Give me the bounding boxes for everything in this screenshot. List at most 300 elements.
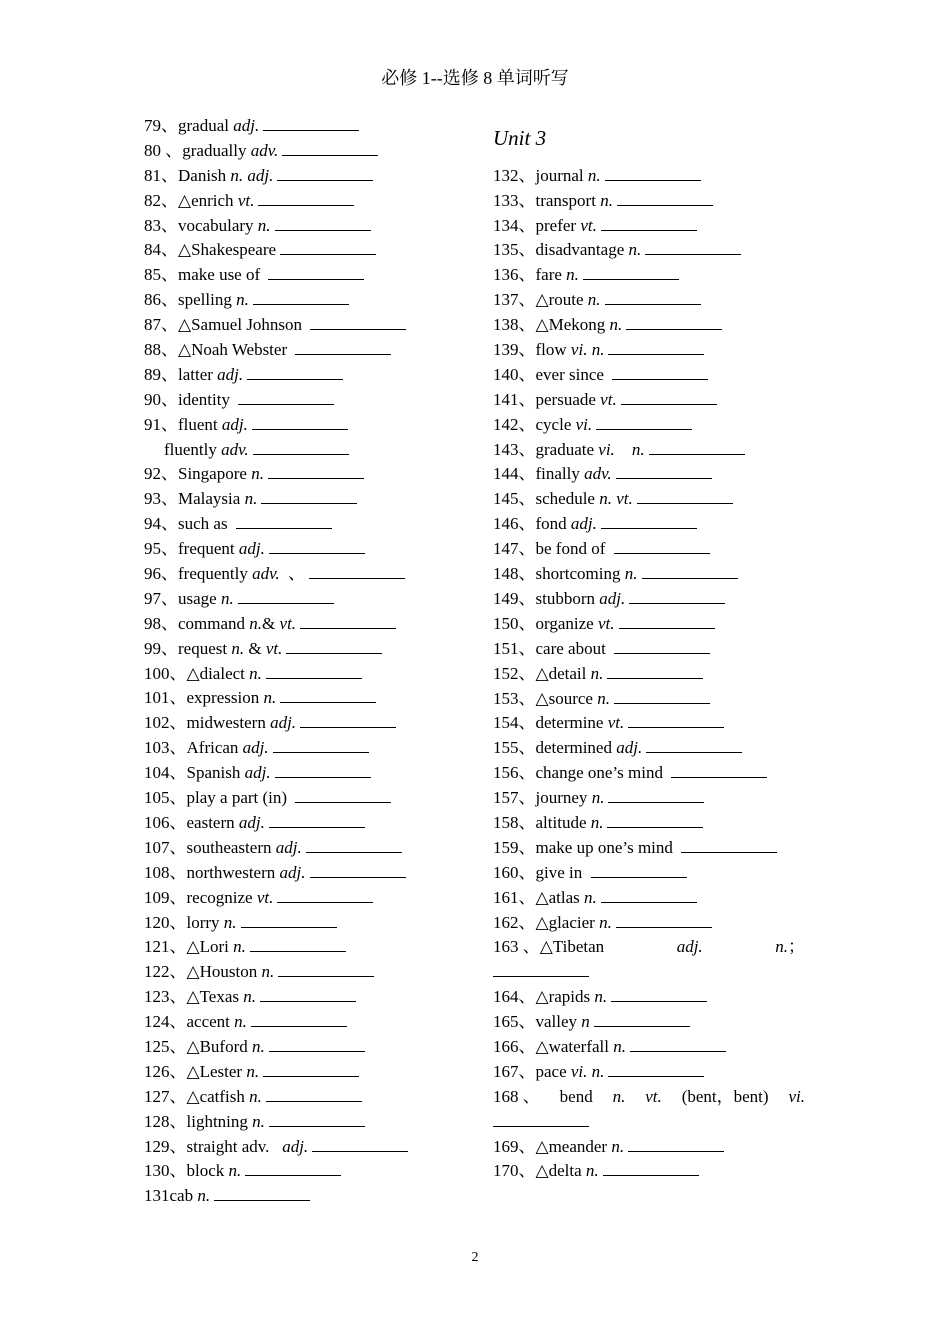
answer-blank[interactable]: [253, 288, 349, 305]
item-word: altitude: [535, 812, 591, 832]
item-number: 88、: [144, 340, 178, 360]
vocab-item: [493, 1159, 823, 1184]
item-word: fare: [535, 265, 567, 285]
part-of-speech: adj.: [270, 713, 297, 733]
answer-blank[interactable]: [300, 612, 396, 629]
vocab-item: [493, 512, 823, 537]
answer-blank[interactable]: [601, 512, 697, 529]
item-number: 96、: [144, 564, 178, 584]
answer-blank[interactable]: [277, 164, 373, 181]
part-of-speech: n.: [249, 1086, 262, 1106]
vocab-item: [144, 786, 474, 811]
item-word: journey: [535, 788, 592, 808]
answer-blank[interactable]: [629, 587, 725, 604]
answer-blank[interactable]: [596, 413, 692, 430]
item-word: valley: [535, 1012, 582, 1032]
answer-blank[interactable]: [251, 1010, 347, 1027]
vocab-item: [144, 338, 474, 363]
answer-blank[interactable]: [607, 811, 703, 828]
vocab-item: [144, 1184, 474, 1209]
vocab-item: [144, 711, 474, 736]
item-number: 99、: [144, 638, 178, 658]
part-of-speech: vt.: [279, 613, 297, 633]
part-of-speech: n.: [197, 1186, 211, 1206]
vocab-item: [144, 363, 474, 388]
item-number: 104、: [144, 763, 187, 783]
item-number: 148、: [493, 564, 536, 584]
part-of-speech: adj.: [279, 862, 306, 882]
item-word: make use of: [178, 265, 265, 285]
item-number: 150、: [493, 613, 536, 633]
vocab-item: [144, 686, 474, 711]
answer-blank[interactable]: [260, 985, 356, 1002]
part-of-speech: n.: [236, 290, 249, 310]
item-word: Singapore: [178, 464, 252, 484]
answer-blank[interactable]: [269, 537, 365, 554]
item-number: 141、: [493, 389, 536, 409]
item-word: cycle: [535, 414, 576, 434]
item-number: 165、: [493, 1012, 536, 1032]
item-number: 81、: [144, 165, 178, 185]
part-of-speech: n.: [613, 1036, 626, 1056]
vocab-item: [493, 662, 823, 687]
item-word: northwestern: [186, 862, 280, 882]
vocab-item: [144, 836, 474, 861]
item-number: 161、: [493, 887, 536, 907]
answer-blank[interactable]: [245, 1159, 341, 1176]
item-word: fond: [535, 514, 571, 534]
part-of-speech: vt.: [265, 638, 283, 658]
vocab-item: [493, 1060, 823, 1085]
vocab-item: [493, 886, 823, 911]
answer-blank[interactable]: [310, 861, 406, 878]
item-word: request: [178, 638, 232, 658]
answer-blank[interactable]: [275, 761, 371, 778]
answer-blank[interactable]: [312, 1135, 408, 1152]
item-number: 122、: [144, 962, 187, 982]
item-number: 120、: [144, 912, 187, 932]
answer-blank[interactable]: [266, 662, 362, 679]
vocab-item: [144, 811, 474, 836]
vocab-item: [493, 537, 823, 562]
vocab-item: [493, 388, 823, 413]
part-of-speech: adj.: [676, 937, 703, 957]
vocab-item: [144, 487, 474, 512]
answer-blank[interactable]: [612, 363, 708, 380]
answer-blank[interactable]: [277, 886, 373, 903]
answer-blank[interactable]: [605, 288, 701, 305]
part-of-speech: vi.: [788, 1086, 805, 1106]
item-number: 103、: [144, 738, 187, 758]
answer-blank[interactable]: [280, 686, 376, 703]
item-number: 154、: [493, 713, 536, 733]
vocab-item: [144, 388, 474, 413]
vocab-item: [493, 861, 823, 886]
answer-blank[interactable]: [619, 612, 715, 629]
answer-blank[interactable]: [295, 786, 391, 803]
item-word: change one’s mind: [535, 763, 668, 783]
item-word: block: [186, 1161, 229, 1181]
answer-blank[interactable]: [310, 313, 406, 330]
separator-text: &: [244, 638, 266, 658]
vocab-item: [493, 811, 823, 836]
item-number: 164、: [493, 987, 536, 1007]
answer-blank[interactable]: [642, 562, 738, 579]
item-number: 162、: [493, 912, 536, 932]
item-word: organize: [535, 613, 598, 633]
part-of-speech: n.: [609, 315, 623, 335]
vocab-item: [144, 587, 474, 612]
item-word: △Texas: [186, 987, 244, 1007]
part-of-speech: n.: [583, 887, 597, 907]
answer-blank[interactable]: [241, 911, 337, 928]
answer-blank[interactable]: [583, 263, 679, 280]
answer-blank[interactable]: [269, 811, 365, 828]
vocab-item: [493, 786, 823, 811]
item-word: graduate: [535, 439, 599, 459]
item-number: 146、: [493, 514, 536, 534]
item-number: 160、: [493, 862, 536, 882]
answer-blank[interactable]: [607, 662, 703, 679]
answer-blank[interactable]: [263, 1060, 359, 1077]
item-number: 91、: [144, 414, 178, 434]
separator-text: 、: [279, 564, 306, 584]
item-word: △delta: [535, 1161, 586, 1181]
item-word: make up one’s mind: [535, 837, 678, 857]
answer-blank[interactable]: [280, 238, 376, 255]
answer-blank[interactable]: [275, 214, 371, 231]
item-number: 151、: [493, 638, 536, 658]
item-number: 97、: [144, 588, 178, 608]
item-number: 107、: [144, 837, 187, 857]
vocab-item: [493, 189, 823, 214]
item-word: △Samuel Johnson: [178, 315, 307, 335]
item-word: lorry: [186, 912, 224, 932]
vocab-item: [144, 1060, 474, 1085]
item-number: 131: [144, 1186, 170, 1206]
part-of-speech: n. adj.: [230, 165, 274, 185]
answer-blank[interactable]: [614, 537, 710, 554]
part-of-speech: n.: [611, 1136, 625, 1156]
answer-blank[interactable]: [649, 438, 745, 455]
part-of-speech: n.: [597, 688, 610, 708]
answer-blank[interactable]: [253, 438, 349, 455]
answer-blank[interactable]: [269, 1110, 365, 1127]
part-of-speech: n.: [263, 688, 277, 708]
item-word: △meander: [535, 1136, 612, 1156]
answer-blank[interactable]: [263, 114, 359, 131]
part-of-speech: n.: [599, 912, 612, 932]
vocab-item: [144, 164, 474, 189]
answer-blank[interactable]: [286, 637, 382, 654]
vocab-item: [144, 1085, 474, 1110]
part-of-speech: adj.: [221, 414, 248, 434]
part-of-speech: n.: [600, 190, 613, 210]
unit-heading: Unit 3: [493, 126, 547, 150]
item-word: flow: [535, 340, 571, 360]
vocab-item: [144, 960, 474, 985]
part-of-speech: n.: [246, 1061, 260, 1081]
item-number: 136、: [493, 265, 536, 285]
answer-blank[interactable]: [614, 687, 710, 704]
item-number: 95、: [144, 539, 178, 559]
part-of-speech: n.: [243, 987, 256, 1007]
vocab-item-continuation: [493, 960, 823, 985]
vocab-item: [493, 338, 823, 363]
answer-blank[interactable]: [617, 189, 713, 206]
part-of-speech: n.: [631, 439, 645, 459]
item-word: △glacier: [535, 912, 600, 932]
item-number: 80 、: [144, 140, 183, 160]
item-word: fluently: [164, 439, 222, 459]
item-number: 158、: [493, 812, 536, 832]
answer-blank[interactable]: [591, 861, 687, 878]
vocab-item: [144, 1035, 474, 1060]
part-of-speech: n.: [249, 613, 263, 633]
part-of-speech: n.: [628, 240, 642, 260]
answer-blank[interactable]: [214, 1184, 310, 1201]
answer-blank[interactable]: [671, 761, 767, 778]
item-number: 129、: [144, 1136, 187, 1156]
part-of-speech: adj.: [242, 738, 269, 758]
item-word: frequent: [178, 539, 239, 559]
item-number: 145、: [493, 489, 536, 509]
item-word: ever since: [535, 364, 609, 384]
item-number: 156、: [493, 763, 536, 783]
part-of-speech: n.: [566, 265, 579, 285]
item-number: 138、: [493, 315, 536, 335]
item-word: lightning: [186, 1111, 253, 1131]
answer-blank[interactable]: [608, 338, 704, 355]
item-word: △atlas: [535, 887, 584, 907]
answer-blank[interactable]: [261, 487, 357, 504]
vocab-item: [493, 911, 823, 936]
item-word: southeastern: [186, 837, 276, 857]
part-of-speech: adj.: [238, 539, 265, 559]
item-number: 87、: [144, 315, 178, 335]
answer-blank[interactable]: [268, 263, 364, 280]
item-number: 82、: [144, 190, 178, 210]
vocab-item-continuation: [493, 1110, 823, 1135]
vocab-item: [493, 1135, 823, 1160]
page-number: 2: [471, 1250, 479, 1265]
answer-blank[interactable]: [646, 736, 742, 753]
vocab-item: [493, 413, 823, 438]
answer-blank[interactable]: [608, 786, 704, 803]
answer-blank[interactable]: [616, 462, 712, 479]
item-number: 169、: [493, 1136, 536, 1156]
answer-blank[interactable]: [614, 637, 710, 654]
item-number: 100、: [144, 663, 187, 683]
right-word-column: [493, 114, 823, 1184]
part-of-speech: n.: [223, 912, 237, 932]
item-word: △Lester: [186, 1061, 247, 1081]
left-word-column: [144, 114, 474, 1209]
item-number: 93、: [144, 489, 178, 509]
item-word: Spanish: [186, 763, 245, 783]
vocab-item: [144, 413, 474, 438]
item-number: 90、: [144, 389, 178, 409]
answer-blank[interactable]: [681, 836, 777, 853]
item-word: gradually: [182, 140, 251, 160]
answer-blank[interactable]: [628, 711, 724, 728]
item-word: prefer: [535, 215, 581, 235]
item-word: △rapids: [535, 987, 595, 1007]
item-number: 121、: [144, 937, 187, 957]
item-word: journal: [535, 165, 588, 185]
answer-blank[interactable]: [605, 164, 701, 181]
vocab-item: [493, 687, 823, 712]
item-word: △Buford: [186, 1036, 252, 1056]
item-number: 139、: [493, 340, 536, 360]
vocab-item: [493, 836, 823, 861]
part-of-speech: n.: [594, 987, 608, 1007]
separator-text: &: [262, 613, 280, 633]
item-number: 143、: [493, 439, 536, 459]
answer-blank[interactable]: [616, 911, 712, 928]
item-number: 127、: [144, 1086, 187, 1106]
vocab-item: [144, 1010, 474, 1035]
part-of-speech: vt.: [256, 887, 274, 907]
part-of-speech: n.: [220, 588, 234, 608]
vocab-item: [493, 562, 823, 587]
vocab-item: [493, 935, 805, 960]
answer-blank[interactable]: [273, 736, 369, 753]
part-of-speech: n.: [587, 290, 601, 310]
answer-blank[interactable]: [628, 1135, 724, 1152]
vocab-item: [493, 1010, 823, 1035]
part-of-speech: adj.: [217, 364, 244, 384]
item-number: 126、: [144, 1061, 187, 1081]
page-title: 必修 1--选修 8 单词听写: [381, 68, 569, 88]
answer-blank[interactable]: [603, 1159, 699, 1176]
item-number: 144、: [493, 464, 536, 484]
item-number: 89、: [144, 364, 178, 384]
answer-blank[interactable]: [611, 985, 707, 1002]
item-word: stubborn: [535, 588, 600, 608]
answer-blank[interactable]: [493, 1110, 589, 1127]
part-of-speech: n.: [257, 215, 271, 235]
part-of-speech: vt.: [600, 389, 617, 409]
item-number: 84、: [144, 240, 178, 260]
vocab-item: [493, 164, 823, 189]
item-word: △dialect: [186, 663, 250, 683]
answer-blank[interactable]: [238, 587, 334, 604]
answer-blank[interactable]: [630, 1035, 726, 1052]
vocab-item: [493, 288, 823, 313]
vocab-item: [144, 562, 474, 587]
vocab-item: [493, 438, 823, 463]
item-word: △Lori: [186, 937, 234, 957]
item-word: determined: [535, 738, 617, 758]
item-number: 157、: [493, 788, 536, 808]
answer-blank[interactable]: [250, 935, 346, 952]
answer-blank[interactable]: [295, 338, 391, 355]
item-word: fluent: [178, 414, 222, 434]
vocab-item: [144, 214, 474, 239]
answer-blank[interactable]: [309, 562, 405, 579]
separator-text: [615, 440, 632, 459]
item-word: △Noah Webster: [178, 340, 292, 360]
item-word: such as: [178, 514, 232, 534]
answer-blank[interactable]: [269, 1035, 365, 1052]
answer-blank[interactable]: [626, 313, 722, 330]
item-word: schedule: [535, 489, 600, 509]
item-word: pace: [535, 1061, 571, 1081]
item-word: frequently: [178, 564, 253, 584]
part-of-speech: adv.: [584, 464, 612, 484]
item-word: △Shakespeare: [178, 240, 277, 260]
answer-blank[interactable]: [621, 388, 717, 405]
vocab-item: [493, 985, 823, 1010]
answer-blank[interactable]: [594, 1010, 690, 1027]
answer-blank[interactable]: [306, 836, 402, 853]
answer-blank[interactable]: [300, 711, 396, 728]
part-of-speech: adj.: [275, 837, 302, 857]
answer-blank[interactable]: [601, 886, 697, 903]
part-of-speech: adv.: [221, 439, 249, 459]
vocab-item: [144, 288, 474, 313]
vocab-item: [493, 214, 823, 239]
part-of-speech: vt.: [607, 713, 625, 733]
answer-blank[interactable]: [258, 189, 354, 206]
vocab-item: [144, 662, 474, 687]
vocab-item: [144, 637, 474, 662]
answer-blank[interactable]: [637, 487, 733, 504]
vocab-item: [493, 736, 823, 761]
answer-blank[interactable]: [278, 960, 374, 977]
vocab-item: [144, 935, 474, 960]
item-word: expression: [186, 688, 264, 708]
vocab-item: [493, 1035, 823, 1060]
answer-blank[interactable]: [493, 960, 589, 977]
part-of-speech: adj.: [238, 812, 265, 832]
vocab-item: [144, 462, 474, 487]
vocab-item: [493, 637, 823, 662]
part-of-speech: n.: [261, 962, 275, 982]
answer-blank[interactable]: [266, 1085, 362, 1102]
item-number: 94、: [144, 514, 178, 534]
part-of-speech: n: [581, 1012, 590, 1032]
item-number: 140、: [493, 364, 536, 384]
answer-blank[interactable]: [601, 214, 697, 231]
item-word: △catfish: [186, 1086, 250, 1106]
item-word: finally: [535, 464, 585, 484]
answer-blank[interactable]: [238, 388, 334, 405]
item-number: 106、: [144, 812, 187, 832]
part-of-speech: n.: [234, 1012, 247, 1032]
part-of-speech: adj.: [616, 738, 643, 758]
answer-blank[interactable]: [268, 462, 364, 479]
item-number: 155、: [493, 738, 536, 758]
item-word: spelling: [178, 290, 237, 310]
answer-blank[interactable]: [252, 413, 348, 430]
answer-blank[interactable]: [282, 139, 378, 156]
item-word: Danish: [178, 165, 231, 185]
item-word: △enrich: [178, 190, 238, 210]
item-word: Malaysia: [178, 489, 245, 509]
vocab-item: [493, 1085, 805, 1110]
answer-blank[interactable]: [645, 238, 741, 255]
item-number: 147、: [493, 539, 536, 559]
item-word: give in: [535, 862, 587, 882]
item-word: △Houston: [186, 962, 262, 982]
vocab-item: [493, 487, 823, 512]
answer-blank[interactable]: [247, 363, 343, 380]
answer-blank[interactable]: [608, 1060, 704, 1077]
item-word: △detail: [535, 663, 591, 683]
answer-blank[interactable]: [236, 512, 332, 529]
